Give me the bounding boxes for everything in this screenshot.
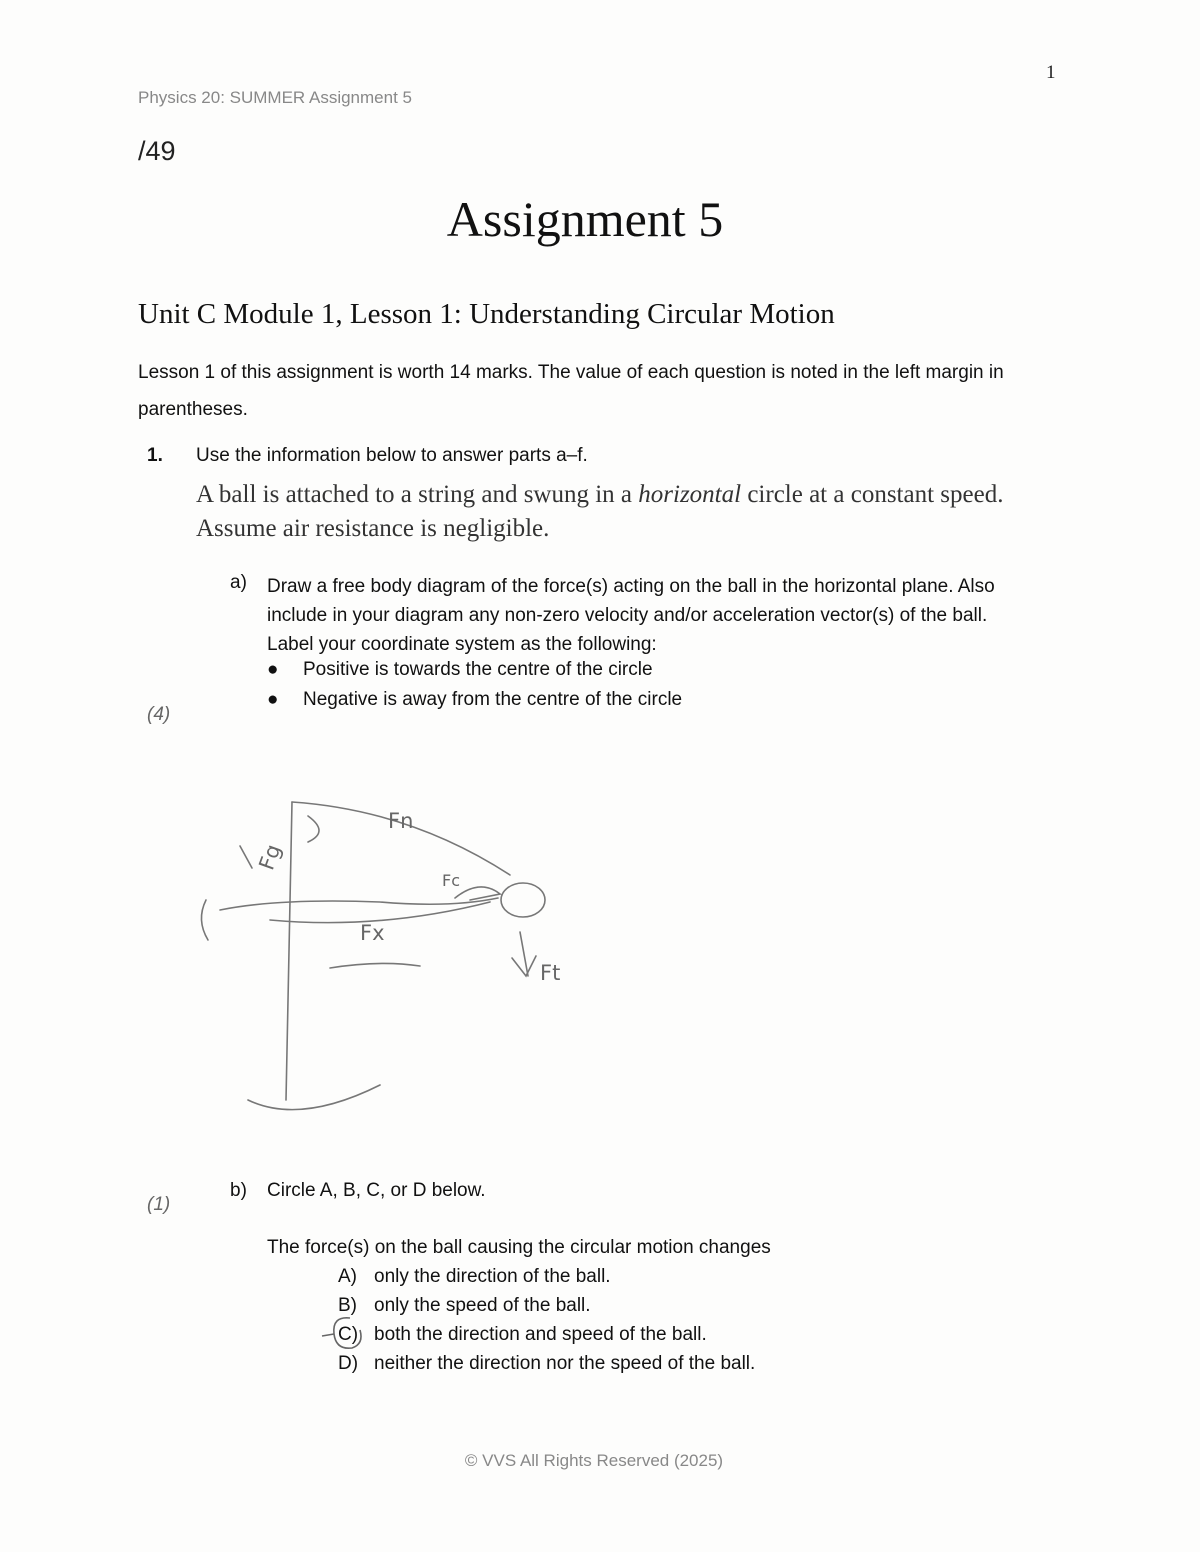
label-fx: Fx: [360, 921, 385, 945]
bullet-dot-icon: ●: [267, 689, 279, 710]
bullet-dot-icon: ●: [267, 659, 279, 680]
free-body-diagram-sketch: [180, 780, 600, 1140]
ball-circle: [501, 883, 545, 917]
page-header: Physics 20: SUMMER Assignment 5: [138, 88, 412, 107]
part-b-marks: (1): [147, 1194, 171, 1215]
part-b-label: b): [230, 1180, 247, 1201]
lesson-intro: Lesson 1 of this assignment is worth 14 marks. The value of each question is noted in the left margin in parentheses.: [138, 362, 1004, 420]
option-text: only the direction of the ball.: [374, 1266, 611, 1287]
page-number: 1: [1046, 62, 1056, 83]
option-letter: D): [338, 1353, 359, 1374]
label-fg: Fg: [254, 841, 286, 874]
page-title: Assignment 5: [446, 191, 724, 247]
label-fn: Fn: [388, 809, 414, 833]
option-a[interactable]: [338, 1266, 611, 1288]
bullet-text: Positive is towards the centre of the circle: [303, 659, 653, 680]
question-scenario: [196, 478, 1056, 546]
option-letter: C): [338, 1324, 359, 1345]
option-text: only the speed of the ball.: [374, 1295, 591, 1316]
part-b-instruction: Circle A, B, C, or D below.: [267, 1180, 486, 1201]
question-number: 1.: [147, 445, 163, 466]
option-b[interactable]: [338, 1295, 591, 1317]
label-ft: Ft: [540, 961, 561, 985]
option-text: neither the direction nor the speed of the ball.: [374, 1353, 756, 1374]
bullet-text: Negative is away from the centre of the circle: [303, 689, 683, 710]
option-letter: B): [338, 1295, 357, 1316]
part-a-marks: (4): [147, 704, 171, 725]
lesson-title: Unit C Module 1, Lesson 1: Understanding Circular Motion: [138, 298, 835, 330]
option-text: both the direction and speed of the ball.: [374, 1324, 707, 1345]
label-fc: Fc: [442, 871, 460, 890]
part-a-label: a): [230, 572, 247, 593]
part-b-stem: The force(s) on the ball causing the circular motion changes: [267, 1237, 771, 1258]
scenario-emphasis: horizontal: [638, 481, 742, 508]
option-letter: A): [338, 1266, 357, 1287]
scenario-after: circle at a constant speed. Assume air resistance is negligible.: [196, 481, 1004, 542]
hand-drawn-circle-mark: [320, 1312, 370, 1356]
bullet-item: [267, 689, 682, 711]
part-a-text: Draw a free body diagram of the force(s) acting on the ball in the horizontal plane. Also include in your diagram any non-zero velocity and/or acceleration vector(s) of the ball. Label your coordinate system as the following:: [267, 576, 995, 655]
page-footer: © VVS All Rights Reserved (2025): [464, 1451, 724, 1470]
vertical-axis-line: [286, 802, 292, 1100]
question-instruction: Use the information below to answer parts a–f.: [196, 445, 588, 466]
option-d[interactable]: [338, 1353, 755, 1375]
bullet-item: [267, 659, 653, 681]
total-score: /49: [138, 136, 176, 166]
scenario-before: A ball is attached to a string and swung in a: [196, 481, 639, 508]
option-c[interactable]: [338, 1324, 707, 1346]
